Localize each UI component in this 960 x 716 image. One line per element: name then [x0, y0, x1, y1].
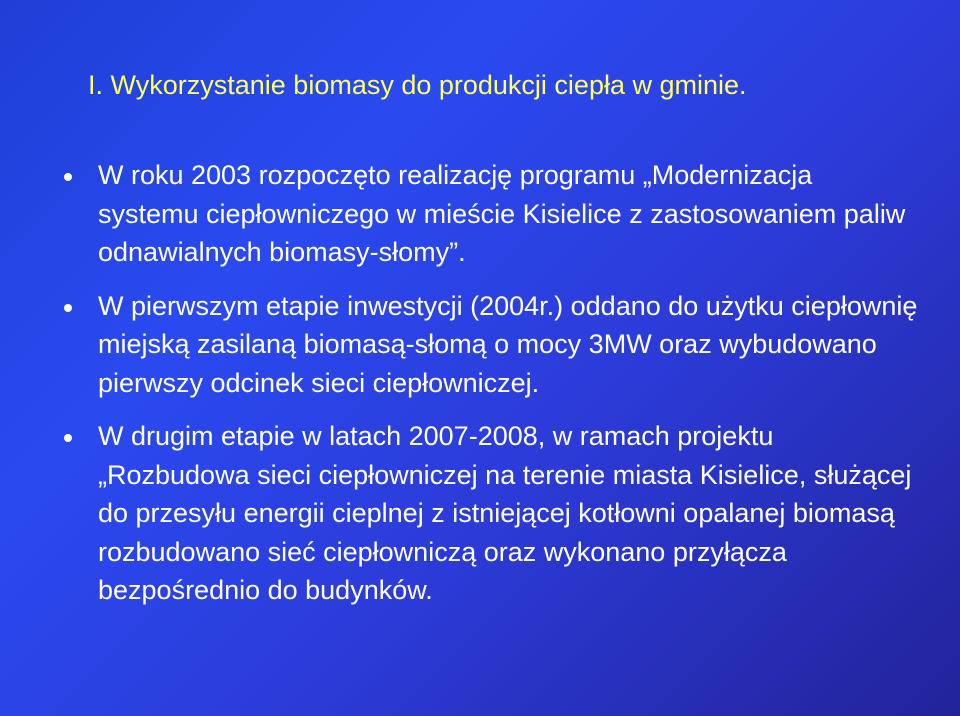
bullet-item-program	[60, 156, 920, 272]
bullet-text: W roku 2003 rozpoczęto realizację programu „Modernizacja systemu ciepłowniczego w mieście Kisielice z zastosowaniem paliw odnawialnych biomasy-słomy”.	[98, 160, 906, 267]
bullet-dot-icon	[64, 304, 72, 312]
bullet-text: W pierwszym etapie inwestycji (2004r.) oddano do użytku ciepłownię miejską zasilaną biomasą-słomą o mocy 3MW oraz wybudowano pierwszy odcinek sieci ciepłowniczej.	[98, 290, 918, 398]
bullet-dot-icon	[64, 434, 72, 442]
bullet-text: W drugim etapie w latach 2007-2008, w ramach projektu „Rozbudowa sieci ciepłowniczej na terenie miasta Kisielice, służącej do przesyłu energii cieplnej z istniejącej kotłowni opalanej biomasą rozbudowano sieć ciepłowniczą oraz wykonano przyłącza bezpośrednio do budynków.	[98, 421, 912, 605]
bullet-dot-icon	[64, 173, 72, 181]
bullet-list	[60, 156, 920, 625]
bullet-item-first-stage	[60, 287, 920, 403]
slide-title: I. Wykorzystanie biomasy do produkcji ciepła w gminie.	[88, 70, 747, 100]
bullet-item-second-stage	[60, 417, 920, 610]
